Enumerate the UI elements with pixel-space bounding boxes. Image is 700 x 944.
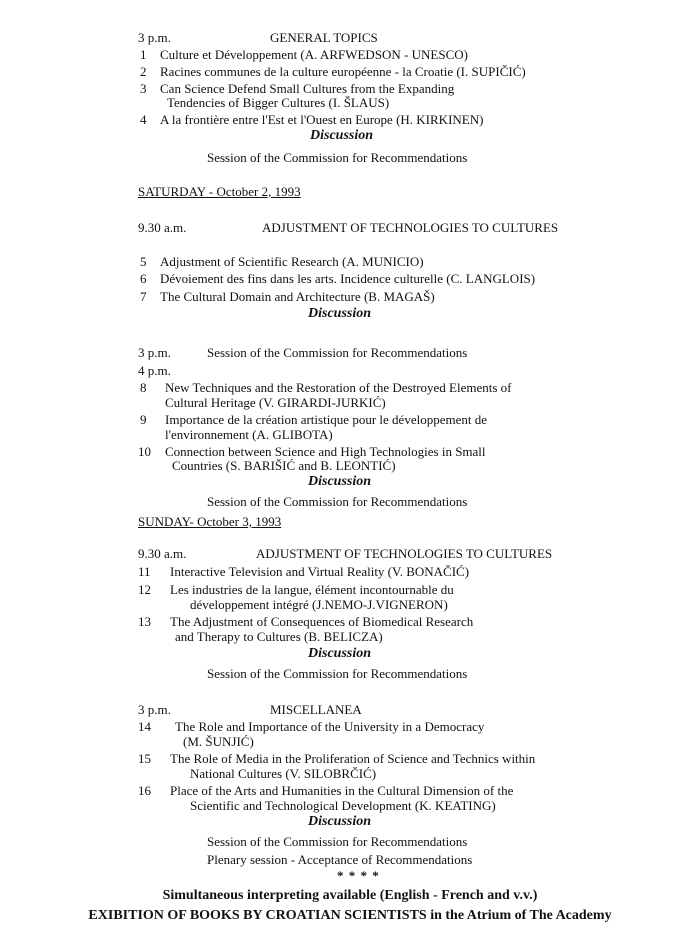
- item-text: Interactive Television and Virtual Reality (V. BONAČIĆ): [170, 564, 470, 579]
- discussion-label: Discussion: [308, 814, 372, 829]
- time-label: 3 p.m.: [138, 30, 171, 45]
- item-text: The Role of Media in the Proliferation of Science and Technics within: [170, 751, 536, 766]
- item-number: 11: [138, 564, 151, 579]
- section-title: ADJUSTMENT OF TECHNOLOGIES TO CULTURES: [262, 220, 559, 235]
- item-number: 2: [140, 64, 147, 79]
- item-number: 15: [138, 751, 151, 766]
- item-text: Place of the Arts and Humanities in the Cultural Dimension of the: [170, 783, 514, 798]
- time-label: 9.30 a.m.: [138, 220, 187, 235]
- item-number: 4: [140, 112, 147, 127]
- item-text: Dévoiement des fins dans les arts. Incidence culturelle (C. LANGLOIS): [160, 271, 536, 286]
- discussion-label: Discussion: [310, 128, 374, 143]
- item-number: 7: [140, 289, 147, 304]
- day-heading: SUNDAY- October 3, 1993: [138, 514, 282, 529]
- item-text-cont: Tendencies of Bigger Cultures (I. ŠLAUS): [167, 95, 390, 110]
- item-text: Adjustment of Scientific Research (A. MUNICIO): [160, 254, 424, 269]
- commission-session: Session of the Commission for Recommendations: [207, 834, 468, 849]
- item-text: Connection between Science and High Technologies in Small: [165, 444, 486, 459]
- plenary-session: Plenary session - Acceptance of Recommendations: [207, 852, 473, 867]
- separator-stars: * * * *: [337, 868, 380, 883]
- item-text: Can Science Defend Small Cultures from the Expanding: [160, 81, 455, 96]
- footer-interpreting: Simultaneous interpreting available (English - French and v.v.): [162, 888, 538, 903]
- item-text: Culture et Développement (A. ARFWEDSON - UNESCO): [160, 47, 468, 62]
- section-title: ADJUSTMENT OF TECHNOLOGIES TO CULTURES: [256, 546, 553, 561]
- item-number: 8: [140, 380, 147, 395]
- commission-session: Session of the Commission for Recommendations: [207, 494, 468, 509]
- item-number: 1: [140, 47, 147, 62]
- day-heading: SATURDAY - October 2, 1993: [138, 184, 301, 199]
- item-text-cont: (M. ŠUNJIĆ): [183, 734, 254, 749]
- item-text-cont: l'environnement (A. GLIBOTA): [165, 427, 333, 442]
- item-text-cont: développement intégré (J.NEMO-J.VIGNERON): [190, 597, 448, 612]
- item-number: 6: [140, 271, 147, 286]
- item-number: 12: [138, 582, 151, 597]
- item-text: New Techniques and the Restoration of the Destroyed Elements of: [165, 380, 512, 395]
- item-text: The Cultural Domain and Architecture (B. MAGAŠ): [160, 289, 435, 304]
- discussion-label: Discussion: [308, 306, 372, 321]
- time-label: 3 p.m.: [138, 702, 171, 717]
- item-number: 13: [138, 614, 151, 629]
- item-text-cont: Scientific and Technological Development (K. KEATING): [190, 798, 496, 813]
- item-text: Racines communes de la culture européenne - la Croatie (I. SUPIČIĆ): [160, 64, 526, 79]
- item-text-cont: Cultural Heritage (V. GIRARDI-JURKIĆ): [165, 395, 386, 410]
- commission-session: Session of the Commission for Recommendations: [207, 150, 468, 165]
- discussion-label: Discussion: [308, 646, 372, 661]
- section-title: GENERAL TOPICS: [270, 30, 378, 45]
- item-text: The Role and Importance of the University in a Democracy: [175, 719, 485, 734]
- item-number: 3: [140, 81, 147, 96]
- time-label: 9.30 a.m.: [138, 546, 187, 561]
- item-text-cont: Countries (S. BARIŠIĆ and B. LEONTIĆ): [172, 458, 396, 473]
- time-label: 3 p.m.: [138, 345, 171, 360]
- section-title: MISCELLANEA: [270, 702, 362, 717]
- item-text-cont: and Therapy to Cultures (B. BELICZA): [175, 629, 383, 644]
- footer-exhibition: EXIBITION OF BOOKS BY CROATIAN SCIENTISTS in the Atrium of The Academy: [88, 908, 612, 923]
- item-text-cont: National Cultures (V. SILOBRČIĆ): [190, 766, 377, 781]
- commission-session: Session of the Commission for Recommendations: [207, 345, 468, 360]
- item-text: Importance de la création artistique pour le développement de: [165, 412, 487, 427]
- item-number: 14: [138, 719, 151, 734]
- item-text: The Adjustment of Consequences of Biomedical Research: [170, 614, 474, 629]
- item-number: 5: [140, 254, 147, 269]
- time-label: 4 p.m.: [138, 363, 171, 378]
- item-number: 16: [138, 783, 151, 798]
- commission-session: Session of the Commission for Recommendations: [207, 666, 468, 681]
- item-text: A la frontière entre l'Est et l'Ouest en Europe (H. KIRKINEN): [160, 112, 484, 127]
- item-number: 10: [138, 444, 151, 459]
- discussion-label: Discussion: [308, 474, 372, 489]
- item-text: Les industries de la langue, élément incontournable du: [170, 582, 454, 597]
- item-number: 9: [140, 412, 147, 427]
